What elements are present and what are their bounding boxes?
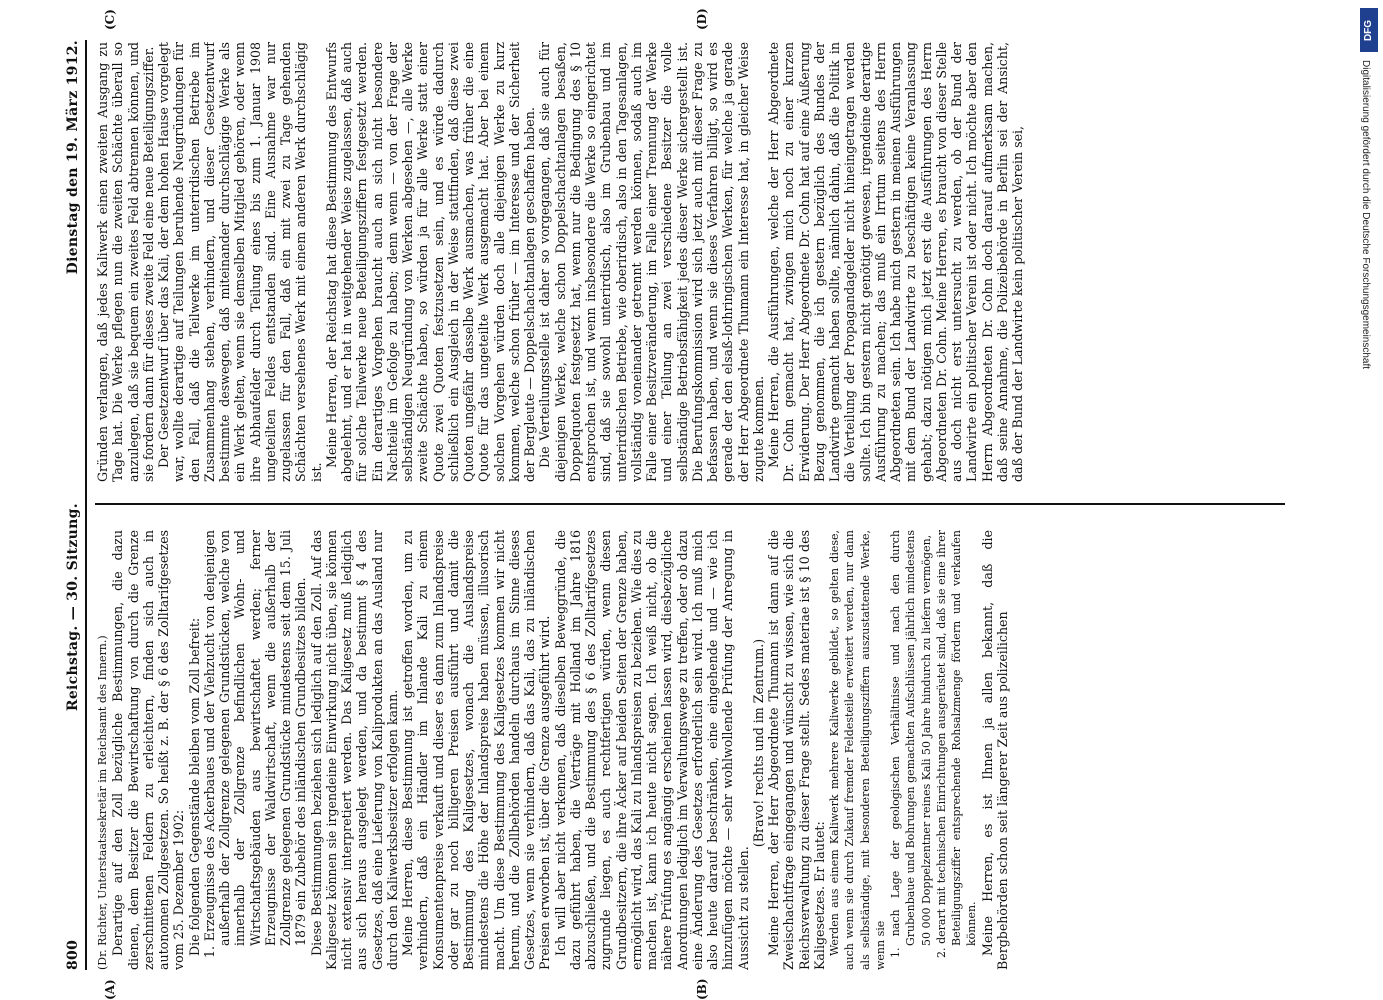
paragraph: Ich will aber nicht verkennen, daß dieselben Beweggründe, die dazu geführt haben, die Verträge mit Holland im Jahre 1816 abzuschließen, und die Bestimmung des § 6 des Zolltarifgesetzes zugrunde liegen, es auch rechtfertigen würden, wenn diesen Grundbesitzern, die ihre Äcker auf beiden Seiten der Grenze haben, ermöglicht wird, das Kali zu Inlandspreisen zu beziehen. Wie dies zu machen ist, kann ich heute nicht sagen. Ich weiß nicht, ob die nähere Prüfung es angängig erscheinen lassen wird, diesbezügliche Anordnungen lediglich im Verwaltungswege zu treffen, oder ob dazu eine Änderung des Gesetzes erforderlich sein wird. Ich muß mich also heute darauf beschränken, eine eingehende und — wie ich hinzufügen möchte — sehr wohlwollende Prüfung der Anregung in Aussicht zu stellen. bbox=[552, 530, 751, 970]
paragraph: Die Verteilungsstelle ist daher so vorgegangen, daß sie auch für diejenigen Werke, welche schon Doppelschachtanlagen besaßen, Doppelquoten festgesetzt hat, wenn nur die Bedingung des § 10 entsprochen ist, und wenn insbesondere die Werke so eingerichtet sind, daß sie sowohl unterirdisch, also im Grubenbau und im unterirdischen Betriebe, wie oberirdisch, also in den Tagesanlagen, vollständig voneinander getrennt werden können, sodaß auch im Falle einer Besitzveränderung, im Falle einer Trennung der Werke und einer Teilung an zwei verschiedene Besitzer die volle selbständige Betriebsfähigkeit jedes dieser Werke sichergestellt ist. Die Berufungskommission wird sich jetzt auch mit dieser Frage zu befassen haben, und wenn sie dieses Verfahren billigt, so wird es gerade der den elsaß-lothringischen Werken, für welche ja gerade der Herr Abgeordnete Thumann ein Interesse hat, in gleicher Weise zugute kommen. bbox=[537, 42, 766, 482]
margin-mark-c: (C) bbox=[103, 9, 117, 30]
quoted-law: Werden aus einem Kaliwerk mehrere Kaliwerke gebildet, so gelten diese, auch wenn sie durch Zukauf fremder Feldesteile erweitert werden, nur dann als selbständige, mit besonderen Beteiligungsziffern auszustattende Werke, wenn sie bbox=[828, 530, 887, 970]
right-column bbox=[95, 42, 1285, 482]
quoted-item: 1. nach Lage der geologischen Verhältnisse und nach den durch Grubenbaue und Bohrungen gemachten Aufschlüssen jährlich mindestens 50 000 Doppelzentner reines Kali 50 Jahre hindurch zu liefern vermögen, bbox=[889, 530, 933, 958]
left-running-title: Reichstag. — 30. Sitzung. bbox=[65, 503, 81, 712]
interjection: (Bravo! rechts und im Zentrum.) bbox=[750, 638, 766, 848]
left-column bbox=[95, 530, 1285, 970]
margin-mark-d: (D) bbox=[695, 8, 709, 30]
paragraph: Die folgenden Gegenstände bleiben vom Zoll befreit: bbox=[186, 617, 202, 956]
paragraph: Meine Herren, es ist Ihnen ja allen bekannt, daß die Bergbehörden schon seit längerer Zeit aus polizeilichen bbox=[979, 530, 1010, 970]
quoted-item: 1. Erzeugnisse des Ackerbaues und der Viehzucht von denjenigen außerhalb der Zollgrenze gelegenen Grundstücken, welche von innerhalb der Zollgrenze befindlichen Wohn- und Wirtschaftsgebäuden aus bewirtschaftet werden; ferner Erzeugnisse der Waldwirtschaft, wenn die außerhalb der Zollgrenze gelegenen Grundstücke mindestens seit dem 15. Juli 1879 ein Zubehör des inländischen Grundbesitzes bilden. bbox=[201, 530, 309, 958]
paragraph: Meine Herren, diese Bestimmung ist getroffen worden, um zu verhindern, daß ein Händler im Inlande Kali zu einem Konsumentenpreise verkauft und dieser es dann zum Inlandspreise oder gar zu noch billigeren Preisen ausführt und damit die Bestimmung des Kaligesetzes, wonach die Auslandspreise mindestens die Höhe der Inlandspreise haben müssen, illusorisch macht. Um diese Bestimmung des Kaligesetzes kommen wir nicht herum, und die Zollbehörden handeln durchaus im Sinne dieses Gesetzes, wenn sie verhindern, daß das Kali, das zu inländischen Preisen erworben ist, über die Grenze ausgeführt wird. bbox=[400, 530, 553, 970]
margin-mark-a: (A) bbox=[103, 979, 117, 1000]
header-rule bbox=[85, 40, 87, 970]
rotated-page bbox=[55, 8, 1290, 1000]
running-head bbox=[55, 40, 81, 970]
paragraph: Meine Herren, der Herr Abgeordnete Thumann ist dann auf die Zweischachtfrage eingegangen und wünscht zu wissen, wie sich die Reichsverwaltung zu dieser Frage stellt. Sedes materiae ist § 10 des Kaligesetzes. Er lautet: bbox=[766, 530, 827, 970]
paragraph: Meine Herren, der Reichstag hat diese Bestimmung des Entwurfs abgelehnt, und er hat in weitgehender Weise zugelassen, daß auch für solche Teilwerke neue Beteiligungsziffern festgesetzt werden. Ein derartiges Vorgehen braucht auch an sich nicht besondere Nachteile im Gefolge zu haben; denn wenn — von der Frage der selbständigen Neugründung von Werken abgesehen —, alle Werke zweite Schächte haben, so würden ja für alle Werke statt einer Quote zwei Quoten festzusetzen sein, und es würde dadurch schließlich ein Ausgleich in der Weise stattfinden, daß diese zwei Quoten ungefähr dasselbe Werk ausmachen, was früher die eine Quote für das ungeteilte Werk ausgemacht hat. Aber bei einem solchen Vorgehen würden doch alle diejenigen Werke zu kurz kommen, welche schon früher — im Interesse und der Sicherheit der Bergleute — Doppelschachtanlagen geschaffen haben. bbox=[323, 42, 537, 482]
paragraph: Derartige auf den Zoll bezügliche Bestimmungen, die dazu dienen, dem Besitzer die Bewirtschaftung von durch die Grenze zerschnittenen Feldern zu erleichtern, finden sich auch in autonomen Zollgesetzen. So heißt z. B. der § 6 des Zolltarifgesetzes vom 25. Dezember 1902: bbox=[110, 530, 187, 970]
paragraph: Der Gesetzentwurf über das Kali, der dem hohen Hause vorgelegt war, wollte derartige auf Teilungen beruhende Neugründungen für den Fall, daß die Teilwerke im unterirdischen Betriebe im Zusammenhang stehen, verhindern, und dieser Gesetzentwurf bestimmte deswegen, daß miteinander durchschlägige Werke als ein Werk gelten, wenn sie demselben Mitglied gehören, oder wenn ihre Abhaufelder durch Teilung eines bis zum 1. Januar 1908 ungeteilten Feldes entstanden sind. Eine Ausnahme war nur zugelassen für den Fall, daß ein mit zwei zu Tage gehenden Schächten versehenes Werk mit einem anderen Werk durchschlägig ist. bbox=[156, 42, 324, 482]
column-rule bbox=[95, 503, 1285, 505]
right-running-title: Dienstag den 19. März 1912. bbox=[65, 40, 81, 275]
speaker-line: (Dr. Richter, Unterstaatssekretär im Reichsamt des Innern.) bbox=[96, 635, 109, 970]
paragraph: Diese Bestimmungen beziehen sich lediglich auf den Zoll. Auf das Kaligesetz können sie irgendeine Einwirkung nicht üben, sie können nicht extensiv interpretiert werden. Das Kaligesetz muß lediglich aus sich heraus ausgelegt werden, und da bestimmt § 4 des Gesetzes, daß eine Lieferung von Kaliprodukten an das Ausland nur durch den Kaliwerksbesitzer erfolgen kann. bbox=[308, 530, 400, 970]
page-number: 800 bbox=[65, 939, 81, 970]
quoted-item: 2. derart mit technischen Einrichtungen ausgerüstet sind, daß sie eine ihrer Beteiligungsziffer entsprechende Rohsalzmenge fördern und verkaufen können. bbox=[934, 530, 979, 958]
digitization-credit: Digitalisierung gefördert durch die Deutsche Forschungsgemeinschaft bbox=[1360, 60, 1371, 370]
paragraph: Meine Herren, die Ausführungen, welche der Herr Abgeordnete Dr. Cohn gemacht hat, zwingen mich noch zu einer kurzen Erwiderung. Der Herr Abgeordnete Dr. Cohn hat auf eine Äußerung Bezug genommen, die ich gestern bezüglich des Bundes der Landwirte gemacht haben sollte, nämlich dahin, daß die Politik in die Verteilung der Propagandagelder nicht hineingetragen werden sollte. Ich bin gestern nicht genötigt gewesen, irgendeine derartige Ausführung zu machen; das muß ein Irrtum seitens des Herrn Abgeordneten sein. Ich habe mich gestern in meinen Ausführungen mit dem Bund der Landwirte zu beschäftigen keine Veranlassung gehabt; dazu nötigen mich jetzt erst die Ausführungen des Herrn Abgeordneten Dr. Cohn. Meine Herren, es braucht von dieser Stelle aus doch nicht erst untersucht zu werden, ob der Bund der Landwirte ein politischer Verein ist oder nicht. Ich möchte aber den Herrn Abgeordneten Dr. Cohn doch darauf aufmerksam machen, daß seine Annahme, die Polizeibehörde in Berlin sei der Ansicht, daß der Bund der Landwirte kein politischer Verein sei, bbox=[766, 42, 1025, 482]
paragraph: Gründen verlangen, daß jedes Kaliwerk einen zweiten Ausgang zu Tage hat. Die Werke pflegen nun die zweiten Schächte überall so anzulegen, daß sie bequem ein zweites Feld abtrennen können, und sie fordern dann für dieses zweite Feld eine neue Beteiligungsziffer. bbox=[95, 42, 156, 482]
dfg-logo: DFG bbox=[1360, 8, 1378, 52]
margin-mark-b: (B) bbox=[695, 978, 709, 1000]
